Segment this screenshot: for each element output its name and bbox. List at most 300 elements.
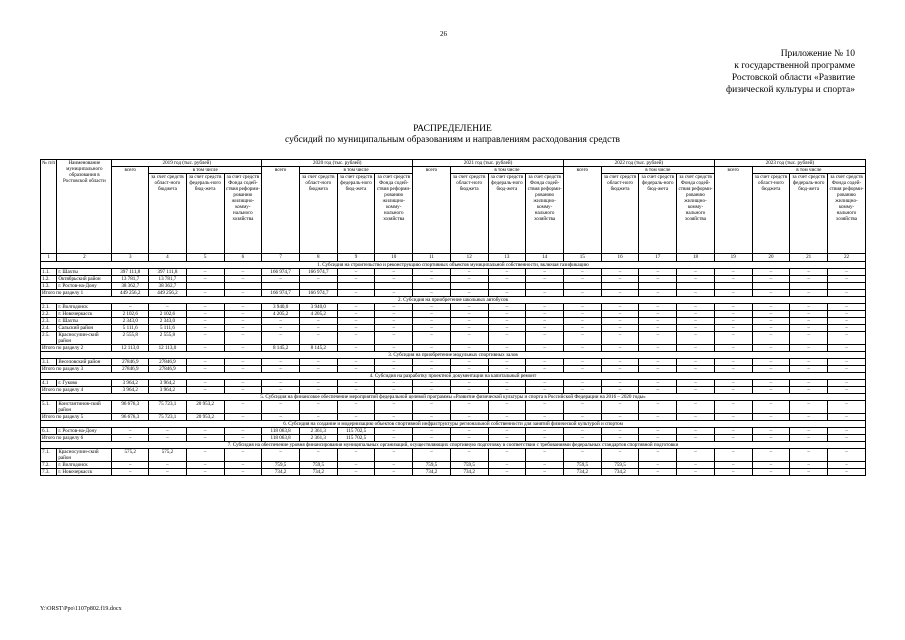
value-cell: – [337,345,375,352]
value-cell: – [526,387,564,394]
value-cell: – [677,428,715,435]
value-cell: – [413,366,451,373]
table-row [41,304,866,311]
municipality-name: г. Ростов-на-Дону [57,428,112,435]
value-cell [450,283,488,290]
row-number: 7.2. [41,462,57,469]
value-cell: – [828,318,866,325]
value-cell: – [224,304,262,311]
value-cell: 734,2 [601,469,639,476]
table-row [41,290,866,297]
value-cell: – [563,304,601,311]
value-cell: 38 362,7 [149,283,187,290]
value-cell: – [790,290,828,297]
value-cell: 3 964,2 [112,387,149,394]
value-cell: 115 702,5 [337,435,375,442]
value-cell: – [714,332,752,345]
municipality-name: Веселовский район [57,359,112,366]
value-cell: – [337,304,375,311]
value-cell: 166 974,7 [262,269,300,276]
value-cell: – [677,311,715,318]
value-cell: – [526,304,564,311]
table-row [41,462,866,469]
value-cell: – [488,332,526,345]
value-cell: – [337,414,375,421]
municipality-name: Красносулин-ский район [57,449,112,462]
value-cell: – [790,304,828,311]
row-number: 1.1. [41,269,57,276]
table-row [41,469,866,476]
value-cell: 2 555,8 [149,332,187,345]
value-cell: – [714,462,752,469]
value-cell: – [601,332,639,345]
value-cell: – [563,276,601,283]
value-cell: – [563,414,601,421]
municipality-name: г. Шахты [57,318,112,325]
value-cell: – [752,449,790,462]
value-cell: – [149,462,187,469]
value-cell: – [677,387,715,394]
total-label: Итого по разделу 4 [41,387,112,394]
value-cell: – [186,366,224,373]
value-cell: 118 063,8 [262,435,300,442]
value-cell: – [224,366,262,373]
value-cell: – [752,401,790,414]
column-number: 11 [413,254,451,262]
value-cell: – [526,401,564,414]
value-cell: 759,5 [450,462,488,469]
value-cell: – [526,380,564,387]
value-cell: – [112,462,149,469]
value-cell: – [563,380,601,387]
header-source: за счет средств федераль-ного бюд-жета [488,174,526,254]
value-cell: 575,2 [149,449,187,462]
value-cell: – [790,318,828,325]
document-subtitle: субсидий по муниципальным образованиям и направлениям расходования средств [284,135,620,145]
value-cell: – [677,345,715,352]
value-cell: – [601,276,639,283]
section-row [41,297,866,304]
header-source: за счет средств федераль-ного бюд-жета [186,174,224,254]
value-cell: – [262,276,300,283]
municipality-name: г. Волгодонск [57,304,112,311]
value-cell: – [224,345,262,352]
value-cell: – [714,359,752,366]
total-label: Итого по разделу 1 [41,290,112,297]
value-cell: – [337,359,375,366]
value-cell: – [262,401,300,414]
value-cell: – [224,276,262,283]
value-cell: 96 676,3 [112,414,149,421]
value-cell: – [375,469,413,476]
value-cell: – [677,380,715,387]
value-cell [601,283,639,290]
value-cell: – [112,304,149,311]
header-source: за счет средств област-ного бюджета [601,174,639,254]
value-cell: 166 974,7 [299,290,337,297]
value-cell: 2 343,0 [112,318,149,325]
column-number: 12 [450,254,488,262]
value-cell: – [413,428,451,435]
value-cell: – [450,401,488,414]
value-cell: – [752,276,790,283]
column-number: 6 [224,254,262,262]
value-cell: – [677,359,715,366]
value-cell: – [413,325,451,332]
value-cell: – [488,269,526,276]
header-source: за счет средств Фонда содей-ствия реформи-рованию жилищно-комму-нального хозяйства [224,174,262,254]
value-cell: – [790,332,828,345]
value-cell: – [450,414,488,421]
value-cell: – [714,276,752,283]
value-cell: – [413,304,451,311]
value-cell: – [677,366,715,373]
value-cell: – [639,366,677,373]
value-cell: – [563,428,601,435]
appendix-line: физической культуры и спорта» [725,85,855,95]
value-cell: – [790,387,828,394]
value-cell: – [262,380,300,387]
value-cell: – [790,435,828,442]
value-cell: 4 205,2 [299,311,337,318]
value-cell: – [450,332,488,345]
header-year: 2021 год (тыс. рублей) [413,160,564,167]
value-cell: – [299,318,337,325]
value-cell: – [526,318,564,325]
header-year: 2020 год (тыс. рублей) [262,160,413,167]
section-row [41,262,866,269]
value-cell: – [375,435,413,442]
value-cell: – [413,435,451,442]
section-title: 6. Субсидия на создание и модернизацию объектов спортивной инфраструктуры региональной собственности для занятий физической культурой и спортом [41,421,866,428]
value-cell: – [563,435,601,442]
value-cell: – [752,311,790,318]
value-cell: – [677,318,715,325]
value-cell: – [752,380,790,387]
value-cell [224,283,262,290]
value-cell: – [337,449,375,462]
value-cell: – [563,359,601,366]
appendix-line: Приложение № 10 [780,49,855,59]
value-cell: – [488,318,526,325]
value-cell: – [714,325,752,332]
value-cell: – [828,345,866,352]
header-name: Наименование муниципального образования в Ростовской области [57,160,112,254]
header-source: за счет средств Фонда содей-ствия реформи-рованию жилищно-комму-нального хозяйства [526,174,564,254]
table-row [41,435,866,442]
table-row [41,449,866,462]
header-including: в том числе [752,167,865,174]
value-cell: – [639,435,677,442]
value-cell: – [224,269,262,276]
value-cell: 449 256,2 [149,290,187,297]
value-cell: – [677,276,715,283]
value-cell: – [563,290,601,297]
value-cell: – [714,435,752,442]
section-row [41,352,866,359]
value-cell: – [450,304,488,311]
value-cell: – [224,290,262,297]
table-row [41,428,866,435]
value-cell: – [828,428,866,435]
table-row [41,401,866,414]
value-cell: – [488,428,526,435]
value-cell: 3 940,0 [262,304,300,311]
value-cell: – [752,359,790,366]
value-cell: – [601,325,639,332]
value-cell: – [677,325,715,332]
row-number: 7.3. [41,469,57,476]
table-row [41,276,866,283]
value-cell: – [601,290,639,297]
file-path: Y:\ORST\Ppo\1107p802.f19.docx [40,606,122,612]
value-cell: – [601,435,639,442]
column-number: 3 [112,254,149,262]
municipality-name: Сальский район [57,325,112,332]
value-cell: – [375,359,413,366]
value-cell: – [601,380,639,387]
table-header [41,160,866,254]
value-cell: – [375,345,413,352]
header-source: за счет средств Фонда содей-ствия реформи-рованию жилищно-комму-нального хозяйства [375,174,413,254]
value-cell: – [337,325,375,332]
row-number: 1.2. [41,276,57,283]
value-cell: – [790,414,828,421]
value-cell: 734,2 [450,469,488,476]
value-cell: – [601,387,639,394]
value-cell: – [337,380,375,387]
value-cell: – [337,332,375,345]
value-cell: 13 781,7 [149,276,187,283]
value-cell: – [677,469,715,476]
value-cell: 115 702,5 [337,428,375,435]
value-cell: – [186,359,224,366]
column-number: 21 [790,254,828,262]
value-cell: – [186,462,224,469]
value-cell: – [488,401,526,414]
value-cell [526,283,564,290]
value-cell: – [639,269,677,276]
value-cell: 3 964,2 [149,380,187,387]
value-cell: 27846,9 [112,366,149,373]
column-number: 15 [563,254,601,262]
column-number: 14 [526,254,564,262]
value-cell: – [299,380,337,387]
value-cell: – [601,366,639,373]
appendix-note [595,48,855,96]
value-cell: – [677,462,715,469]
value-cell: 4 205,2 [262,311,300,318]
value-cell: – [677,304,715,311]
value-cell: – [752,428,790,435]
value-cell [828,283,866,290]
value-cell: – [488,366,526,373]
value-cell: – [413,345,451,352]
value-cell: – [601,401,639,414]
value-cell: – [186,304,224,311]
value-cell: – [186,345,224,352]
header-source: за счет средств област-ного бюджета [450,174,488,254]
value-cell: – [337,387,375,394]
value-cell: 759,5 [413,462,451,469]
distribution-table [40,159,866,476]
municipality-name: г. Шахты [57,269,112,276]
value-cell: – [828,449,866,462]
header-source: за счет средств област-ного бюджета [752,174,790,254]
value-cell: – [450,359,488,366]
value-cell: – [677,449,715,462]
value-cell: – [488,290,526,297]
municipality-name: г. Ростов-на-Дону [57,283,112,290]
value-cell: 3 964,2 [112,380,149,387]
header-total: всего [563,167,601,254]
value-cell: – [828,359,866,366]
value-cell: – [828,332,866,345]
value-cell: – [413,401,451,414]
column-number: 18 [677,254,715,262]
value-cell: – [526,414,564,421]
value-cell: – [714,380,752,387]
value-cell [563,283,601,290]
value-cell: – [639,449,677,462]
value-cell: – [752,304,790,311]
value-cell: – [752,290,790,297]
value-cell: – [639,414,677,421]
value-cell: 5 111,6 [149,325,187,332]
column-number: 22 [828,254,866,262]
column-number: 4 [149,254,187,262]
value-cell: 449 256,2 [112,290,149,297]
value-cell: – [450,318,488,325]
column-number: 19 [714,254,752,262]
header-year: 2022 год (тыс. рублей) [563,160,714,167]
value-cell: – [224,311,262,318]
municipality-name: г. Новочеркасск [57,469,112,476]
table-row [41,332,866,345]
value-cell [337,283,375,290]
header-including: в том числе [149,167,262,174]
value-cell: – [186,380,224,387]
value-cell: – [526,449,564,462]
value-cell: – [563,345,601,352]
value-cell: – [299,366,337,373]
value-cell: – [677,332,715,345]
table-row [41,318,866,325]
value-cell: – [526,345,564,352]
table-body [41,254,866,476]
value-cell: – [112,469,149,476]
value-cell: – [262,359,300,366]
value-cell: – [790,469,828,476]
table-row [41,366,866,373]
value-cell: – [714,366,752,373]
value-cell: – [413,318,451,325]
header-year: 2019 год (тыс. рублей) [112,160,262,167]
value-cell: – [828,269,866,276]
value-cell [413,283,451,290]
value-cell: – [450,290,488,297]
value-cell: – [413,290,451,297]
value-cell: – [828,366,866,373]
value-cell: – [639,318,677,325]
value-cell: – [149,428,187,435]
value-cell: – [413,380,451,387]
value-cell: – [186,318,224,325]
value-cell: – [488,387,526,394]
value-cell: – [828,462,866,469]
value-cell: – [450,435,488,442]
value-cell: – [488,380,526,387]
value-cell: – [262,325,300,332]
value-cell: 5 111,6 [112,325,149,332]
value-cell: – [828,387,866,394]
value-cell: – [224,401,262,414]
section-row [41,442,866,449]
value-cell: 75 723,1 [149,401,187,414]
value-cell: – [601,428,639,435]
value-cell: – [337,366,375,373]
document-title: РАСПРЕДЕЛЕНИЕ [413,124,492,134]
value-cell: – [752,332,790,345]
value-cell: 397 111,8 [149,269,187,276]
value-cell: – [526,462,564,469]
table-row [41,311,866,318]
value-cell: – [639,311,677,318]
column-numbers-row [41,254,866,262]
value-cell: 397 111,8 [112,269,149,276]
value-cell: – [337,311,375,318]
municipality-name: Константинов-ский район [57,401,112,414]
column-number: 5 [186,254,224,262]
value-cell: 2 102,6 [112,311,149,318]
value-cell: – [488,311,526,318]
value-cell: – [601,318,639,325]
value-cell: – [299,359,337,366]
column-number: 10 [375,254,413,262]
value-cell: – [828,401,866,414]
value-cell: – [563,387,601,394]
value-cell: – [526,325,564,332]
value-cell: 759,5 [299,462,337,469]
column-number: 7 [262,254,300,262]
value-cell: – [639,462,677,469]
municipality-name: г. Гуково [57,380,112,387]
value-cell: 20 953,2 [186,401,224,414]
value-cell: 13 781,7 [112,276,149,283]
column-number: 9 [337,254,375,262]
value-cell: – [828,380,866,387]
value-cell: 3 940,0 [299,304,337,311]
header-total: всего [413,167,451,254]
value-cell: – [186,325,224,332]
value-cell: – [413,359,451,366]
value-cell: – [375,311,413,318]
value-cell: 734,2 [563,469,601,476]
value-cell: – [224,469,262,476]
value-cell: 2 343,0 [149,318,187,325]
value-cell: – [186,332,224,345]
document-title-block [0,124,905,146]
value-cell: – [752,387,790,394]
value-cell: 27846,9 [149,359,187,366]
value-cell: – [828,325,866,332]
value-cell: – [149,304,187,311]
value-cell: – [186,276,224,283]
value-cell: – [375,269,413,276]
value-cell: – [677,401,715,414]
row-number: 2.3. [41,318,57,325]
table-row [41,414,866,421]
